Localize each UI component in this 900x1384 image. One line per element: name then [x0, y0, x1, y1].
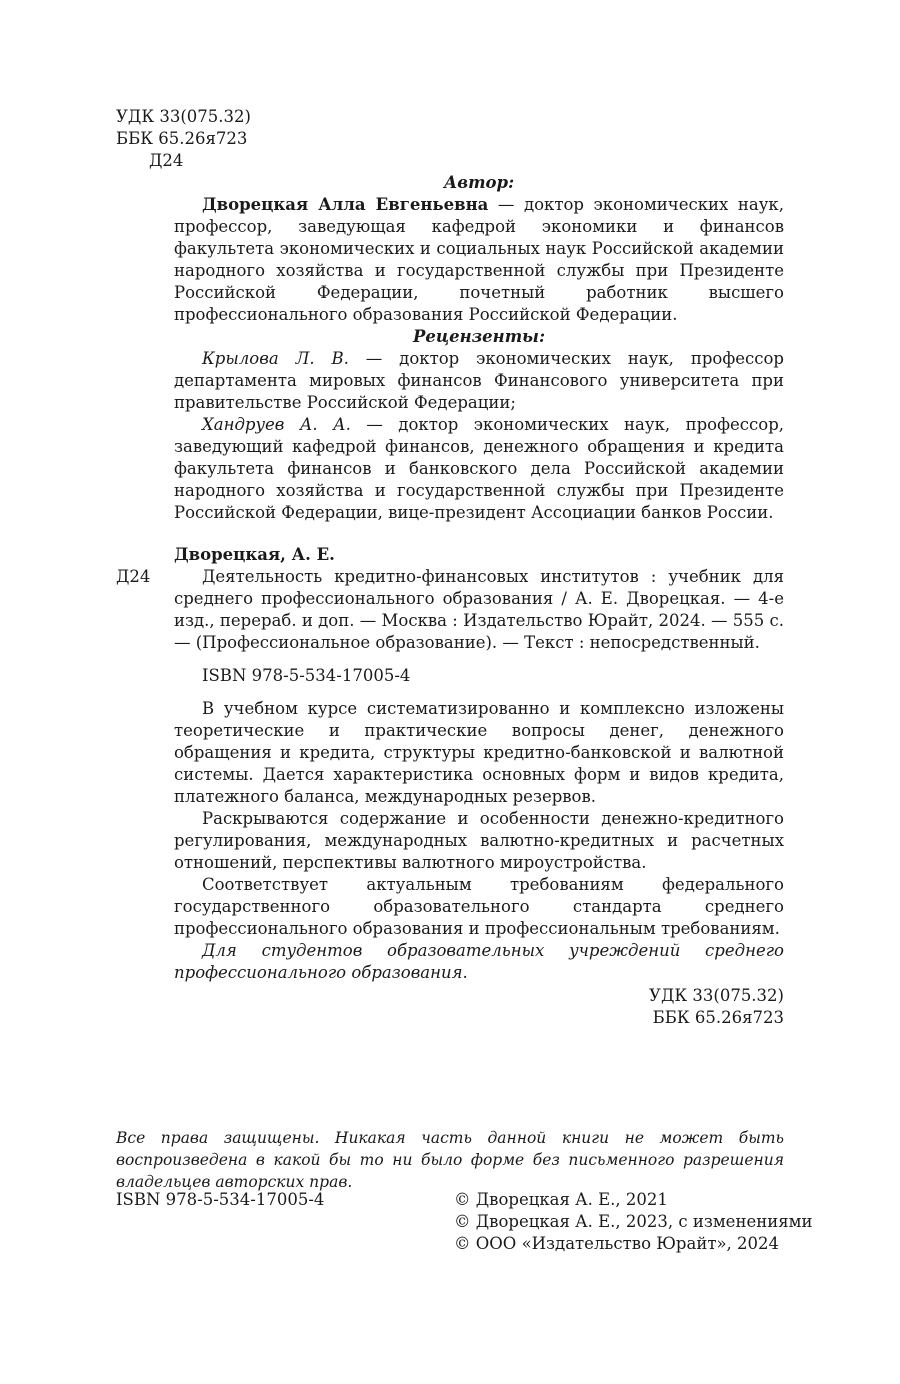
author-description: — доктор экономических наук, профессор, заведующая кафедрой экономики и финансов факультета экономических и социальных наук Российской академии народного хозяйства и государственной службы при Президенте Российской Федерации, почетный работник высшего профессионального образования Российской Федерации. [174, 195, 784, 324]
header-codes [116, 106, 316, 172]
udk-code: УДК 33(075.32) [116, 107, 251, 126]
bibliographic-description: Деятельность кредитно-финансовых институтов : учебник для среднего профессионального образования / А. Е. Дворецкая. — 4-е изд., перераб. и доп. — Москва : Издательство Юрайт, 2024. — 555 с. — (Профессиональное образование). — Текст : непосредственный. [174, 567, 784, 652]
author-section [174, 172, 784, 326]
reviewers-heading: Рецензенты: [412, 327, 546, 346]
author-name: Дворецкая Алла Евгеньевна [202, 195, 489, 214]
reviewer-paragraph [174, 414, 784, 524]
catalog-udk: УДК 33(075.32) [649, 986, 784, 1005]
reviewers-section [174, 326, 784, 524]
reviewer-name: Крылова Л. В. [202, 349, 349, 368]
author-paragraph [174, 194, 784, 326]
author-mark: Д24 [149, 151, 184, 170]
copyright-line: © ООО «Издательство Юрайт», 2024 [454, 1234, 780, 1253]
reviewer-paragraph [174, 348, 784, 414]
audience-note: Для студентов образовательных учреждений среднего профессионального образования. [174, 941, 784, 982]
rights-notice: Все права защищены. Никакая часть данной книги не может быть воспроизведена в какой бы то ни было форме без письменного разрешения владельцев авторских прав. [116, 1129, 784, 1191]
bbk-code: ББК 65.26я723 [116, 129, 248, 148]
author-heading: Автор: [443, 173, 515, 192]
copyright-line: © Дворецкая А. Е., 2021 [454, 1190, 668, 1209]
catalog-bbk: ББК 65.26я723 [652, 1008, 784, 1027]
catalog-isbn: ISBN 978-5-534-17005-4 [202, 666, 411, 685]
annotation-paragraph: В учебном курсе систематизированно и комплексно изложены теоретические и практические вопросы денег, денежного обращения и кредита, структуры кредитно-банковской и валютной системы. Дается характеристика основных форм и видов кредита, платежного баланса, международных резервов. [174, 699, 784, 806]
reviewer-description: — доктор экономических наук, профессор департамента мировых финансов Финансового университета при правительстве Российской Федерации; [174, 349, 784, 412]
reviewer-description: — доктор экономических наук, профессор, заведующий кафедрой финансов, денежного обращения и кредита факультета финансов и банковского дела Российской академии народного хозяйства и государственной службы при Президенте Российской Федерации, вице-президент Ассоциации банков России. [174, 415, 785, 522]
catalog-body [174, 566, 784, 1029]
copyright-line: © Дворецкая А. Е., 2023, с изменениями [454, 1212, 813, 1231]
footer-isbn: ISBN 978-5-534-17005-4 [116, 1190, 325, 1209]
catalog-author-heading: Дворецкая, А. Е. [174, 545, 335, 564]
annotation [174, 698, 784, 984]
reviewer-name: Хандруев А. А. [202, 415, 351, 434]
annotation-paragraph: Соответствует актуальным требованиям федерального государственного образовательного стандарта среднего профессионального образования и профессиональным требованиям. [174, 875, 784, 938]
catalog-mark: Д24 [116, 567, 151, 586]
annotation-paragraph: Раскрываются содержание и особенности денежно-кредитного регулирования, международных валютно-кредитных и расчетных отношений, перспективы валютного мироустройства. [174, 809, 784, 872]
copyright-block [454, 1189, 813, 1255]
